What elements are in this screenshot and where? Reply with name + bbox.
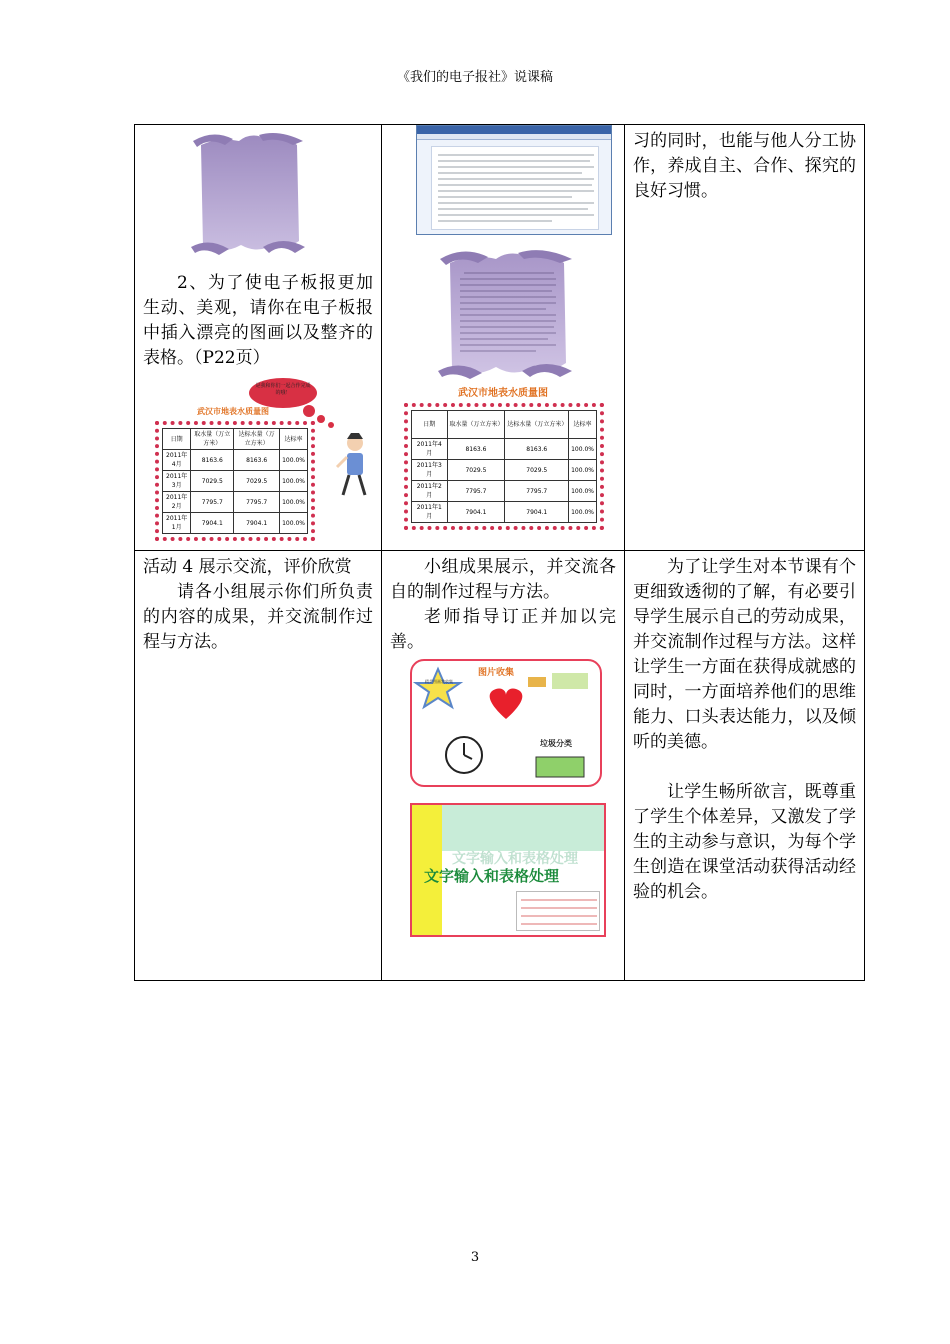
table-cell: 7029.5 bbox=[505, 460, 569, 481]
purple-frame-with-text bbox=[436, 247, 576, 383]
activity-instruction: 请各小组展示你们所负责的内容的成果，并交流制作过程与方法。 bbox=[143, 582, 373, 652]
table-cell: 7795.7 bbox=[191, 492, 234, 513]
garbage-label: 垃圾分类 bbox=[540, 739, 572, 748]
lesson-plan-table bbox=[134, 124, 865, 981]
table-illustration bbox=[143, 377, 373, 531]
table-cell: 2011年4月 bbox=[163, 450, 191, 471]
table-row bbox=[135, 125, 865, 551]
table-title-large: 武汉市地表水质量图 bbox=[458, 388, 548, 399]
page-number: 3 bbox=[470, 1250, 480, 1265]
star-badge bbox=[416, 669, 460, 707]
table-cell: 8163.6 bbox=[234, 450, 280, 471]
rationale-text-2: 让学生畅所欲言，既尊重了学生个体差异，又激发了学生的主动参与意识，为每个学生创造在课堂活动获得活动经验的机会。 bbox=[633, 782, 856, 902]
step-text: 2、为了使电子板报更加生动、美观，请你在电子板报中插入漂亮的图画以及整齐的表格。（P22页） bbox=[143, 273, 373, 368]
table-cell: 达标水量（万立方米） bbox=[505, 411, 569, 439]
table-cell: 7904.1 bbox=[447, 502, 505, 523]
table-cell: 100.0% bbox=[280, 513, 308, 534]
card2-title: 文字输入和表格处理 bbox=[424, 867, 560, 885]
picture-collection-card bbox=[410, 659, 602, 787]
teacher-guidance-text: 老师指导订正并加以完善。 bbox=[390, 607, 616, 652]
clock-icon bbox=[446, 737, 482, 773]
table-cell: 达标率 bbox=[569, 411, 597, 439]
table-cell: 7904.1 bbox=[505, 502, 569, 523]
spacer bbox=[633, 755, 856, 780]
table-cell: 日期 bbox=[163, 429, 191, 450]
table-cell: 100.0% bbox=[280, 450, 308, 471]
table-cell: 2011年4月 bbox=[412, 439, 448, 460]
activity-title: 活动 4 展示交流，评价欣赏 bbox=[143, 557, 352, 577]
text-input-card bbox=[410, 803, 606, 937]
table-cell: 8163.6 bbox=[505, 439, 569, 460]
table-cell: 7904.1 bbox=[191, 513, 234, 534]
table-cell: 取水量（万立方米） bbox=[447, 411, 505, 439]
table-cell: 取水量（万立方米） bbox=[191, 429, 234, 450]
table-cell: 达标水量（万立方米） bbox=[234, 429, 280, 450]
table-cell: 7795.7 bbox=[447, 481, 505, 502]
star-text: 精美图画我收集 bbox=[425, 679, 453, 684]
table-cell: 7904.1 bbox=[234, 513, 280, 534]
row1-col1-cell bbox=[135, 125, 382, 551]
col3-continuation-text: 习的同时，也能与他人分工协作，养成自主、合作、探究的良好习惯。 bbox=[633, 131, 856, 201]
table-cell: 2011年1月 bbox=[163, 513, 191, 534]
purple-frame-image bbox=[189, 131, 309, 259]
table-cell: 2011年3月 bbox=[412, 460, 448, 481]
card1-title: 图片收集 bbox=[478, 668, 515, 678]
garbage-bins-icon bbox=[536, 757, 584, 777]
girl-illustration bbox=[337, 433, 365, 495]
table-cell: 100.0% bbox=[569, 439, 597, 460]
water-table-large bbox=[404, 403, 604, 530]
table-cell: 100.0% bbox=[569, 460, 597, 481]
table-cell: 7795.7 bbox=[505, 481, 569, 502]
table-cell: 100.0% bbox=[569, 502, 597, 523]
table-cell: 8163.6 bbox=[191, 450, 234, 471]
word-document-screenshot bbox=[416, 125, 612, 235]
table-cell: 2011年3月 bbox=[163, 471, 191, 492]
table-row bbox=[135, 551, 865, 981]
table-cell: 7029.5 bbox=[234, 471, 280, 492]
row2-col3-cell bbox=[625, 551, 865, 981]
table-cell: 100.0% bbox=[280, 492, 308, 513]
table-cell: 2011年1月 bbox=[412, 502, 448, 523]
row2-col1-cell bbox=[135, 551, 382, 981]
water-table-small bbox=[155, 421, 315, 541]
rationale-text-1: 为了让学生对本节课有个更细致透彻的了解，有必要引导学生展示自己的劳动成果，并交流制作过程与方法。这样让学生一方面在获得成就感的同时，一方面培养他们的思维能力、口头表达能力，以及倾听的美德。 bbox=[633, 557, 856, 752]
table-cell: 2011年2月 bbox=[412, 481, 448, 502]
table-cell: 8163.6 bbox=[447, 439, 505, 460]
page-header: 《我们的电子报社》说课稿 bbox=[396, 70, 553, 85]
table-cell: 达标率 bbox=[280, 429, 308, 450]
table-cell: 2011年2月 bbox=[163, 492, 191, 513]
heart-icon bbox=[490, 688, 523, 719]
table-cell: 7795.7 bbox=[234, 492, 280, 513]
card2-watermark: 文字输入和表格处理 bbox=[452, 851, 578, 867]
group-showcase-text: 小组成果展示，并交流各自的制作过程与方法。 bbox=[390, 557, 616, 602]
table-cell: 7029.5 bbox=[447, 460, 505, 481]
row2-col2-cell bbox=[382, 551, 625, 981]
row1-col3-cell bbox=[625, 125, 865, 551]
table-cell: 7029.5 bbox=[191, 471, 234, 492]
table-cell: 日期 bbox=[412, 411, 448, 439]
table-title-small: 武汉市地表水质量图 bbox=[197, 407, 269, 416]
table-cell: 100.0% bbox=[569, 481, 597, 502]
speech-bubble-text: 是我和你们一起合作完成的哦！ bbox=[255, 383, 311, 396]
row1-col2-cell bbox=[382, 125, 625, 551]
table-cell: 100.0% bbox=[280, 471, 308, 492]
